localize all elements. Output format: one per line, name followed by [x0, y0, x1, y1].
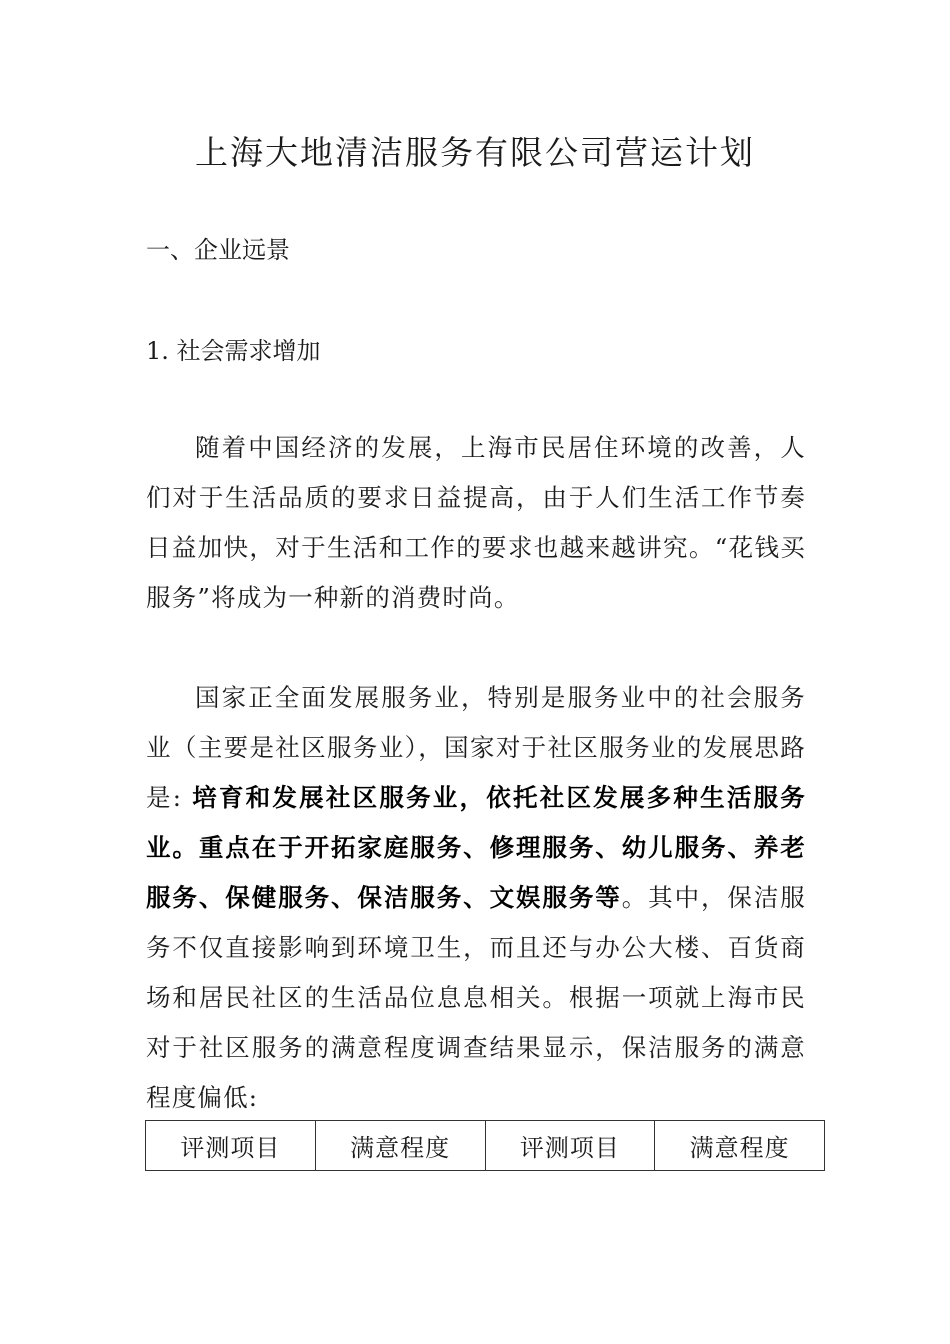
survey-table	[145, 1120, 825, 1171]
table-header-cell: 满意程度	[315, 1121, 485, 1171]
document-title: 上海大地清洁服务有限公司营运计划	[195, 133, 755, 172]
table-header-row	[146, 1121, 825, 1171]
section-heading: 一、企业远景	[146, 236, 290, 264]
table-header-cell: 评测项目	[485, 1121, 655, 1171]
paragraph-2-part-1: 国家正全面发展服务业，特别是服务业中的社会服务业（主要是社区服务业），国家对于社区服务业的发展思路是:	[146, 683, 806, 812]
subsection-heading: 1. 社会需求增加	[146, 337, 321, 365]
paragraph-2-bold: 培育和发展社区服务业，依托社区发展多种生活服务业。重点在于开拓家庭服务、修理服务、幼儿服务、养老服务、保健服务、保洁服务、文娱服务等	[146, 783, 806, 912]
paragraph-1: 随着中国经济的发展，上海市民居住环境的改善，人们对于生活品质的要求日益提高，由于人们生活工作节奏日益加快，对于生活和工作的要求也越来越讲究。“花钱买服务”将成为一种新的消费时尚。	[146, 433, 806, 612]
paragraph-2-part-2: 。其中，保洁服务不仅直接影响到环境卫生，而且还与办公大楼、百货商场和居民社区的生活品位息息相关。根据一项就上海市民对于社区服务的满意程度调查结果显示，保洁服务的满意程度偏低:	[146, 883, 806, 1112]
paragraph-2	[146, 673, 806, 1123]
table-header-cell: 满意程度	[655, 1121, 825, 1171]
table-header-cell: 评测项目	[146, 1121, 316, 1171]
